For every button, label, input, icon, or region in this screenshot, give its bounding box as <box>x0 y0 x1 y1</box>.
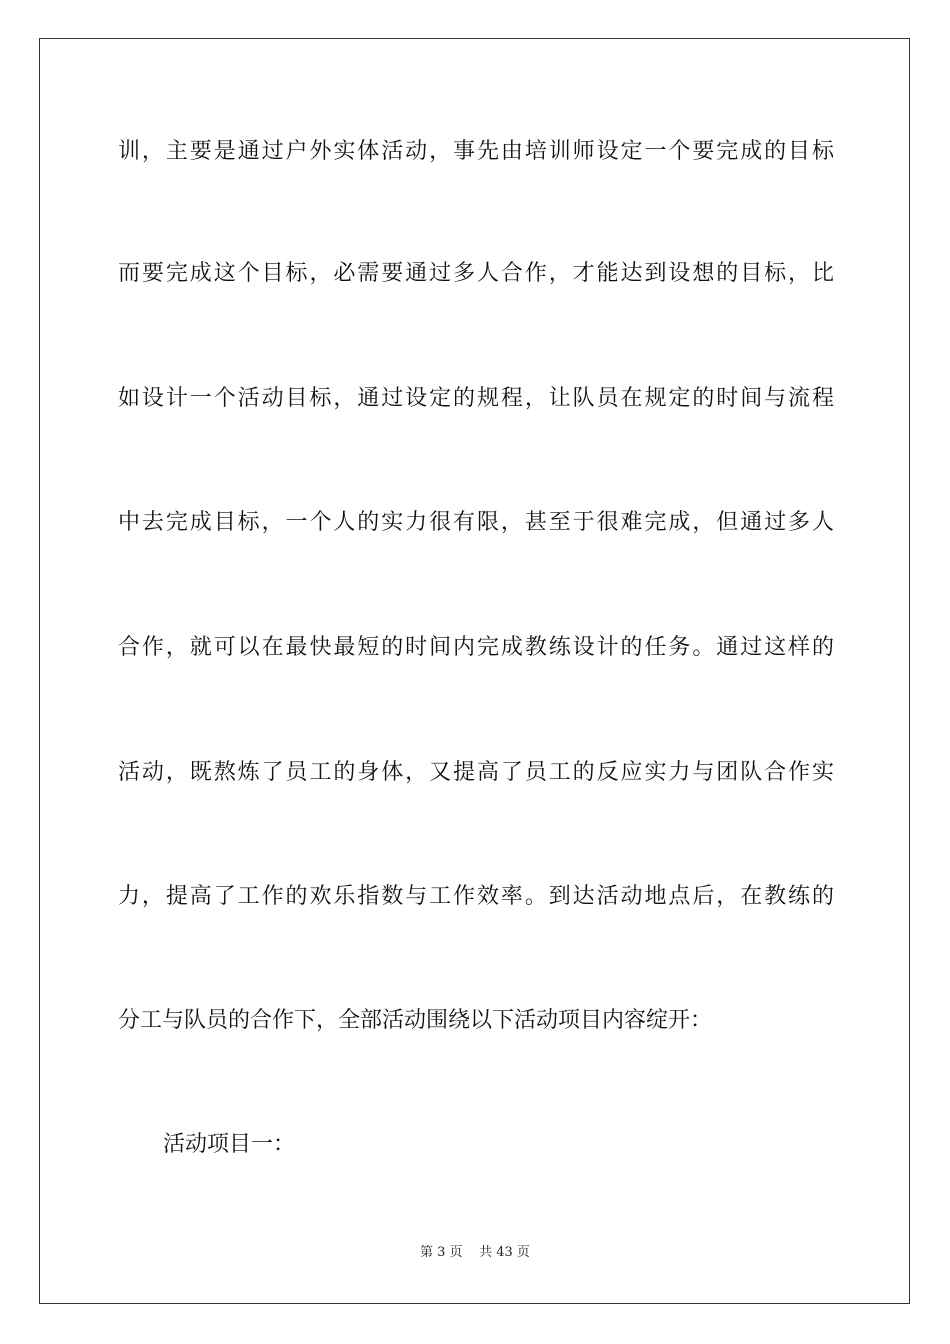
paragraph-line-1: 训，主要是通过户外实体活动，事先由培训师设定一个要完成的目标 <box>118 139 834 164</box>
paragraph-line-8: 分工与队员的合作下，全部活动围绕以下活动项目内容绽开： <box>118 1008 713 1033</box>
page-border <box>39 38 910 1304</box>
paragraph-line-4: 中去完成目标，一个人的实力很有限，甚至于很难完成，但通过多人 <box>118 510 834 535</box>
section-subheading: 活动项目一： <box>163 1132 296 1157</box>
paragraph-line-5: 合作，就可以在最快最短的时间内完成教练设计的任务。通过这样的 <box>118 635 834 660</box>
paragraph-line-3: 如设计一个活动目标，通过设定的规程，让队员在规定的时间与流程 <box>118 386 834 411</box>
paragraph-line-6: 活动，既熬炼了员工的身体，又提高了员工的反应实力与团队合作实 <box>118 760 834 785</box>
paragraph-line-2: 而要完成这个目标，必需要通过多人合作，才能达到设想的目标，比 <box>118 261 834 286</box>
paragraph-line-7: 力，提高了工作的欢乐指数与工作效率。到达活动地点后，在教练的 <box>118 884 834 909</box>
total-pages: 共 43 页 <box>479 1245 530 1260</box>
page-footer <box>0 1244 950 1262</box>
page-number: 第 3 页 <box>420 1245 463 1260</box>
